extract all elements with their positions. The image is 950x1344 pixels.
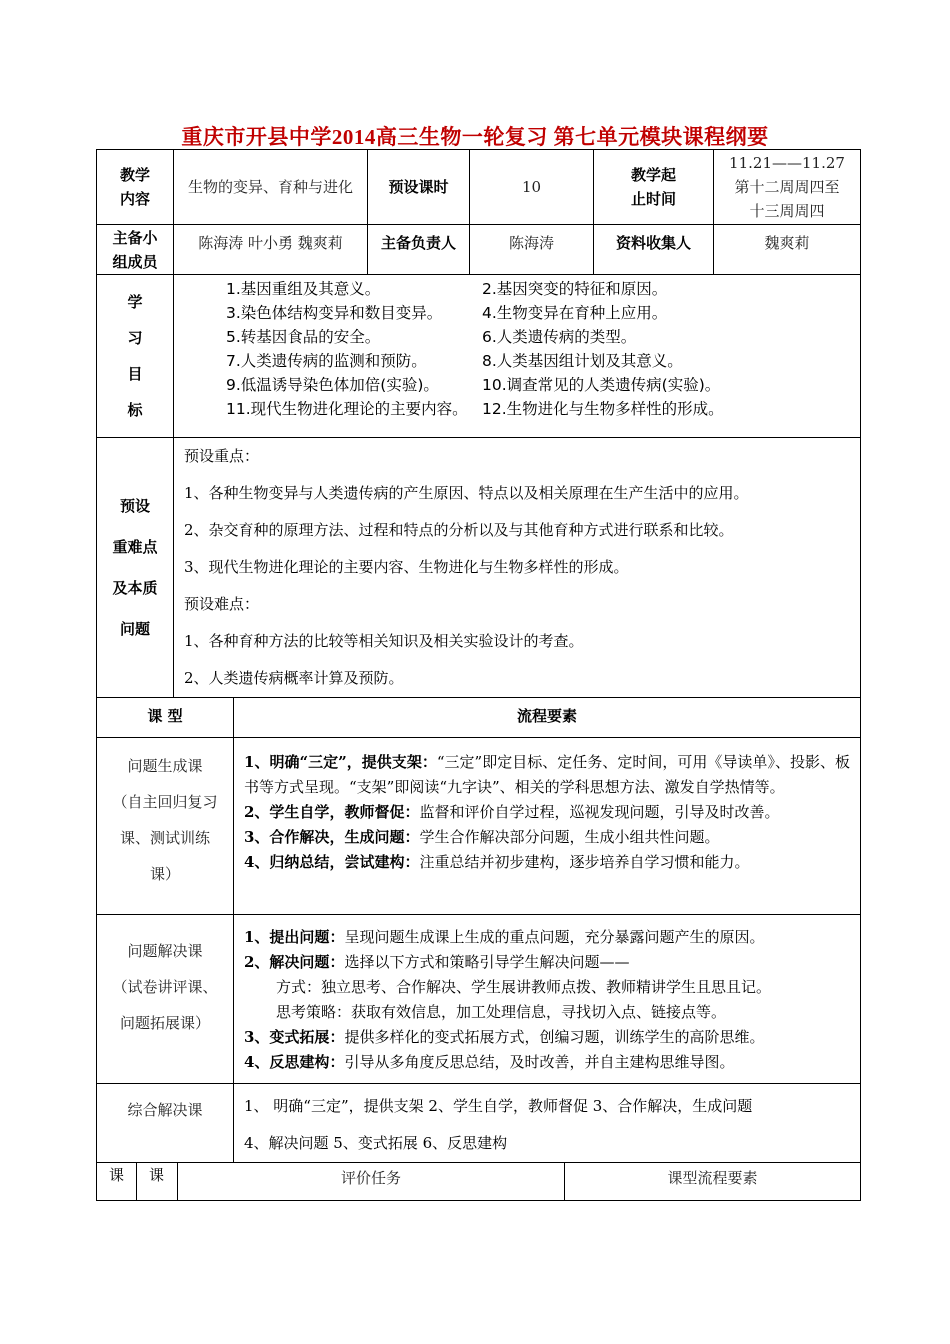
flow-step-title: 1、提出问题：	[244, 928, 345, 946]
flow-step-title: 3、合作解决，生成问题：	[244, 828, 420, 846]
goal-item: 12.生物进化与生物多样性的形成。	[482, 400, 724, 418]
lead-label: 主备负责人	[368, 225, 470, 275]
document-title: 重庆市开县中学2014高三生物一轮复习 第七单元模块课程纲要	[181, 125, 769, 149]
label-line: 主备小	[112, 228, 158, 247]
goal-row	[226, 397, 860, 421]
lesson-type-problem-solving	[97, 915, 234, 1084]
flow-step-text: 提供多样化的变式拓展方式，创编习题，训练学生的高阶思维。	[344, 1028, 765, 1046]
key-label-line: 重难点	[112, 537, 158, 556]
flow-step-text: 注重总结并初步建构，逐步培养自学习惯和能力。	[419, 853, 750, 871]
goal-item: 6.人类遗传病的类型。	[482, 328, 637, 346]
lesson-type-comprehensive: 综合解决课	[97, 1084, 234, 1163]
learning-goals-label	[97, 275, 174, 438]
lesson-type-line: 课、测试训练	[119, 829, 210, 847]
lesson-type-problem-generation	[97, 738, 234, 915]
flow-elements-col-header: 课型流程要素	[565, 1163, 861, 1201]
flow-step	[244, 850, 850, 875]
flow-step	[244, 1000, 850, 1025]
goals-label-char: 目	[127, 365, 143, 383]
teaching-content-value: 生物的变异、育种与进化	[174, 150, 368, 225]
focus-item: 3、现代生物进化理论的主要内容、生物进化与生物多样性的形成。	[184, 558, 629, 576]
goal-row	[226, 325, 860, 349]
lesson-type-line: 问题解决课	[127, 942, 203, 960]
goal-item: 9.低温诱导染色体加倍(实验)。	[226, 376, 439, 394]
lesson-type-header: 课 型	[97, 698, 234, 738]
goal-item: 7.人类遗传病的监测和预防。	[226, 352, 427, 370]
lesson-type-line: 问题生成课	[127, 757, 203, 775]
flow-step-text: 学生合作解决部分问题，生成小组共性问题。	[419, 828, 720, 846]
lesson-col-1: 课	[97, 1163, 137, 1201]
key-label-line: 预设	[119, 496, 150, 515]
flow-step-text: 思考策略：获取有效信息，加工处理信息，寻找切入点、链接点等。	[276, 1003, 727, 1021]
lead-value: 陈海涛	[470, 225, 594, 275]
flow-step-title: 4、归纳总结，尝试建构：	[244, 853, 420, 871]
flow-step-title: 2、学生自学，教师督促：	[244, 803, 420, 821]
flow-step-title: 2、解决问题：	[244, 953, 345, 971]
flow-step	[244, 1025, 850, 1050]
period-line: 11.21——11.27	[729, 154, 845, 172]
focus-title: 预设重点：	[184, 447, 260, 465]
flow-step	[244, 800, 850, 825]
goal-row	[226, 277, 860, 301]
key-label-line: 及本质	[112, 578, 158, 597]
flow-step	[244, 950, 850, 975]
period-value	[714, 150, 861, 225]
evaluation-table	[96, 1162, 861, 1201]
lesson-col-2: 课	[137, 1163, 178, 1201]
goal-item: 3.染色体结构变异和数目变异。	[226, 304, 443, 322]
flow-step-title: 3、变式拓展：	[244, 1028, 345, 1046]
label-line: 教学起	[630, 166, 676, 184]
flow-step-text: 监督和评价自学过程，巡视发现问题，引导及时改善。	[419, 803, 780, 821]
flow-step	[244, 975, 850, 1000]
teaching-content-label	[97, 150, 174, 225]
focus-item: 2、杂交育种的原理方法、过程和特点的分析以及与其他育种方式进行联系和比较。	[184, 521, 734, 539]
members-value: 陈海涛 叶小勇 魏爽莉	[174, 225, 368, 275]
difficulty-item: 1、各种育种方法的比较等相关知识及相关实验设计的考查。	[184, 632, 584, 650]
flow-step	[244, 825, 850, 850]
goal-item: 4.生物变异在育种上应用。	[482, 304, 668, 322]
course-outline-sheet	[96, 149, 860, 1201]
flow-step-text: 选择以下方式和策略引导学生解决问题——	[344, 953, 630, 971]
lesson-type-line: （试卷讲评课、	[112, 978, 218, 996]
flow-comprehensive	[234, 1084, 861, 1163]
focus-item: 1、各种生物变异与人类遗传病的产生原因、特点以及相关原理在生产生活中的应用。	[184, 484, 749, 502]
label-line: 止时间	[630, 190, 676, 208]
label-line: 内容	[119, 190, 150, 208]
flow-problem-generation	[234, 738, 861, 915]
goal-row	[226, 301, 860, 325]
flow-table	[96, 697, 861, 1163]
goals-label-char: 学	[127, 293, 143, 311]
comprehensive-line: 1、 明确“三定”，提供支架 2、学生自学，教师督促 3、合作解决，生成问题	[244, 1097, 753, 1115]
goal-item: 10.调查常见的人类遗传病(实验)。	[482, 376, 721, 394]
lesson-type-line: （自主回归复习	[112, 793, 218, 811]
label-line: 教学	[119, 166, 150, 184]
comprehensive-line: 4、解决问题 5、变式拓展 6、反思建构	[244, 1134, 508, 1152]
flow-step	[244, 750, 850, 800]
goal-item: 1.基因重组及其意义。	[226, 280, 381, 298]
difficulty-title: 预设难点：	[184, 595, 260, 613]
flow-step-text: 呈现问题生成课上生成的重点问题，充分暴露问题产生的原因。	[344, 928, 765, 946]
planned-hours-value: 10	[470, 150, 594, 225]
flow-step-text: 引导从多角度反思总结，及时改善，并自主建构思维导图。	[344, 1053, 735, 1071]
goals-label-char: 标	[127, 401, 143, 419]
key-points-label	[97, 438, 174, 698]
goal-item: 2.基因突变的特征和原因。	[482, 280, 668, 298]
flow-step	[244, 925, 850, 950]
difficulty-item: 2、人类遗传病概率计算及预防。	[184, 669, 404, 687]
key-points-content	[174, 438, 861, 698]
goal-row	[226, 373, 860, 397]
lesson-type-line: 问题拓展课）	[119, 1014, 210, 1032]
period-line: 十三周周四	[749, 202, 825, 220]
evaluation-task-header: 评价任务	[178, 1163, 565, 1201]
collector-label: 资料收集人	[594, 225, 714, 275]
key-label-line: 问题	[119, 619, 150, 638]
period-label	[594, 150, 714, 225]
goal-item: 5.转基因食品的安全。	[226, 328, 381, 346]
goal-item: 8.人类基因组计划及其意义。	[482, 352, 683, 370]
flow-step-text: “三定”即定目标、定任务、定时间，可用《导读单》、投影、板书等方式呈现。“支架”即阅读“九字诀”、相关的学科思想方法、激发自学热情等。	[244, 753, 851, 796]
flow-elements-header: 流程要素	[234, 698, 861, 738]
learning-goals-list	[174, 275, 861, 438]
goal-item: 11.现代生物进化理论的主要内容。	[226, 400, 468, 418]
members-label	[97, 225, 174, 275]
lesson-type-line: 课）	[149, 865, 180, 883]
flow-step-title: 1、明确“三定”，提供支架：	[244, 753, 437, 771]
flow-step-title: 4、反思建构：	[244, 1053, 345, 1071]
flow-step-text: 方式：独立思考、合作解决、学生展讲教师点拨、教师精讲学生且思且记。	[276, 978, 772, 996]
collector-value: 魏爽莉	[714, 225, 861, 275]
info-table	[96, 149, 861, 698]
goals-label-char: 习	[127, 329, 143, 347]
period-line: 第十二周周四至	[734, 178, 840, 196]
planned-hours-label: 预设课时	[368, 150, 470, 225]
flow-problem-solving	[234, 915, 861, 1084]
goal-row	[226, 349, 860, 373]
flow-step	[244, 1050, 850, 1075]
label-line: 组成员	[112, 252, 158, 271]
